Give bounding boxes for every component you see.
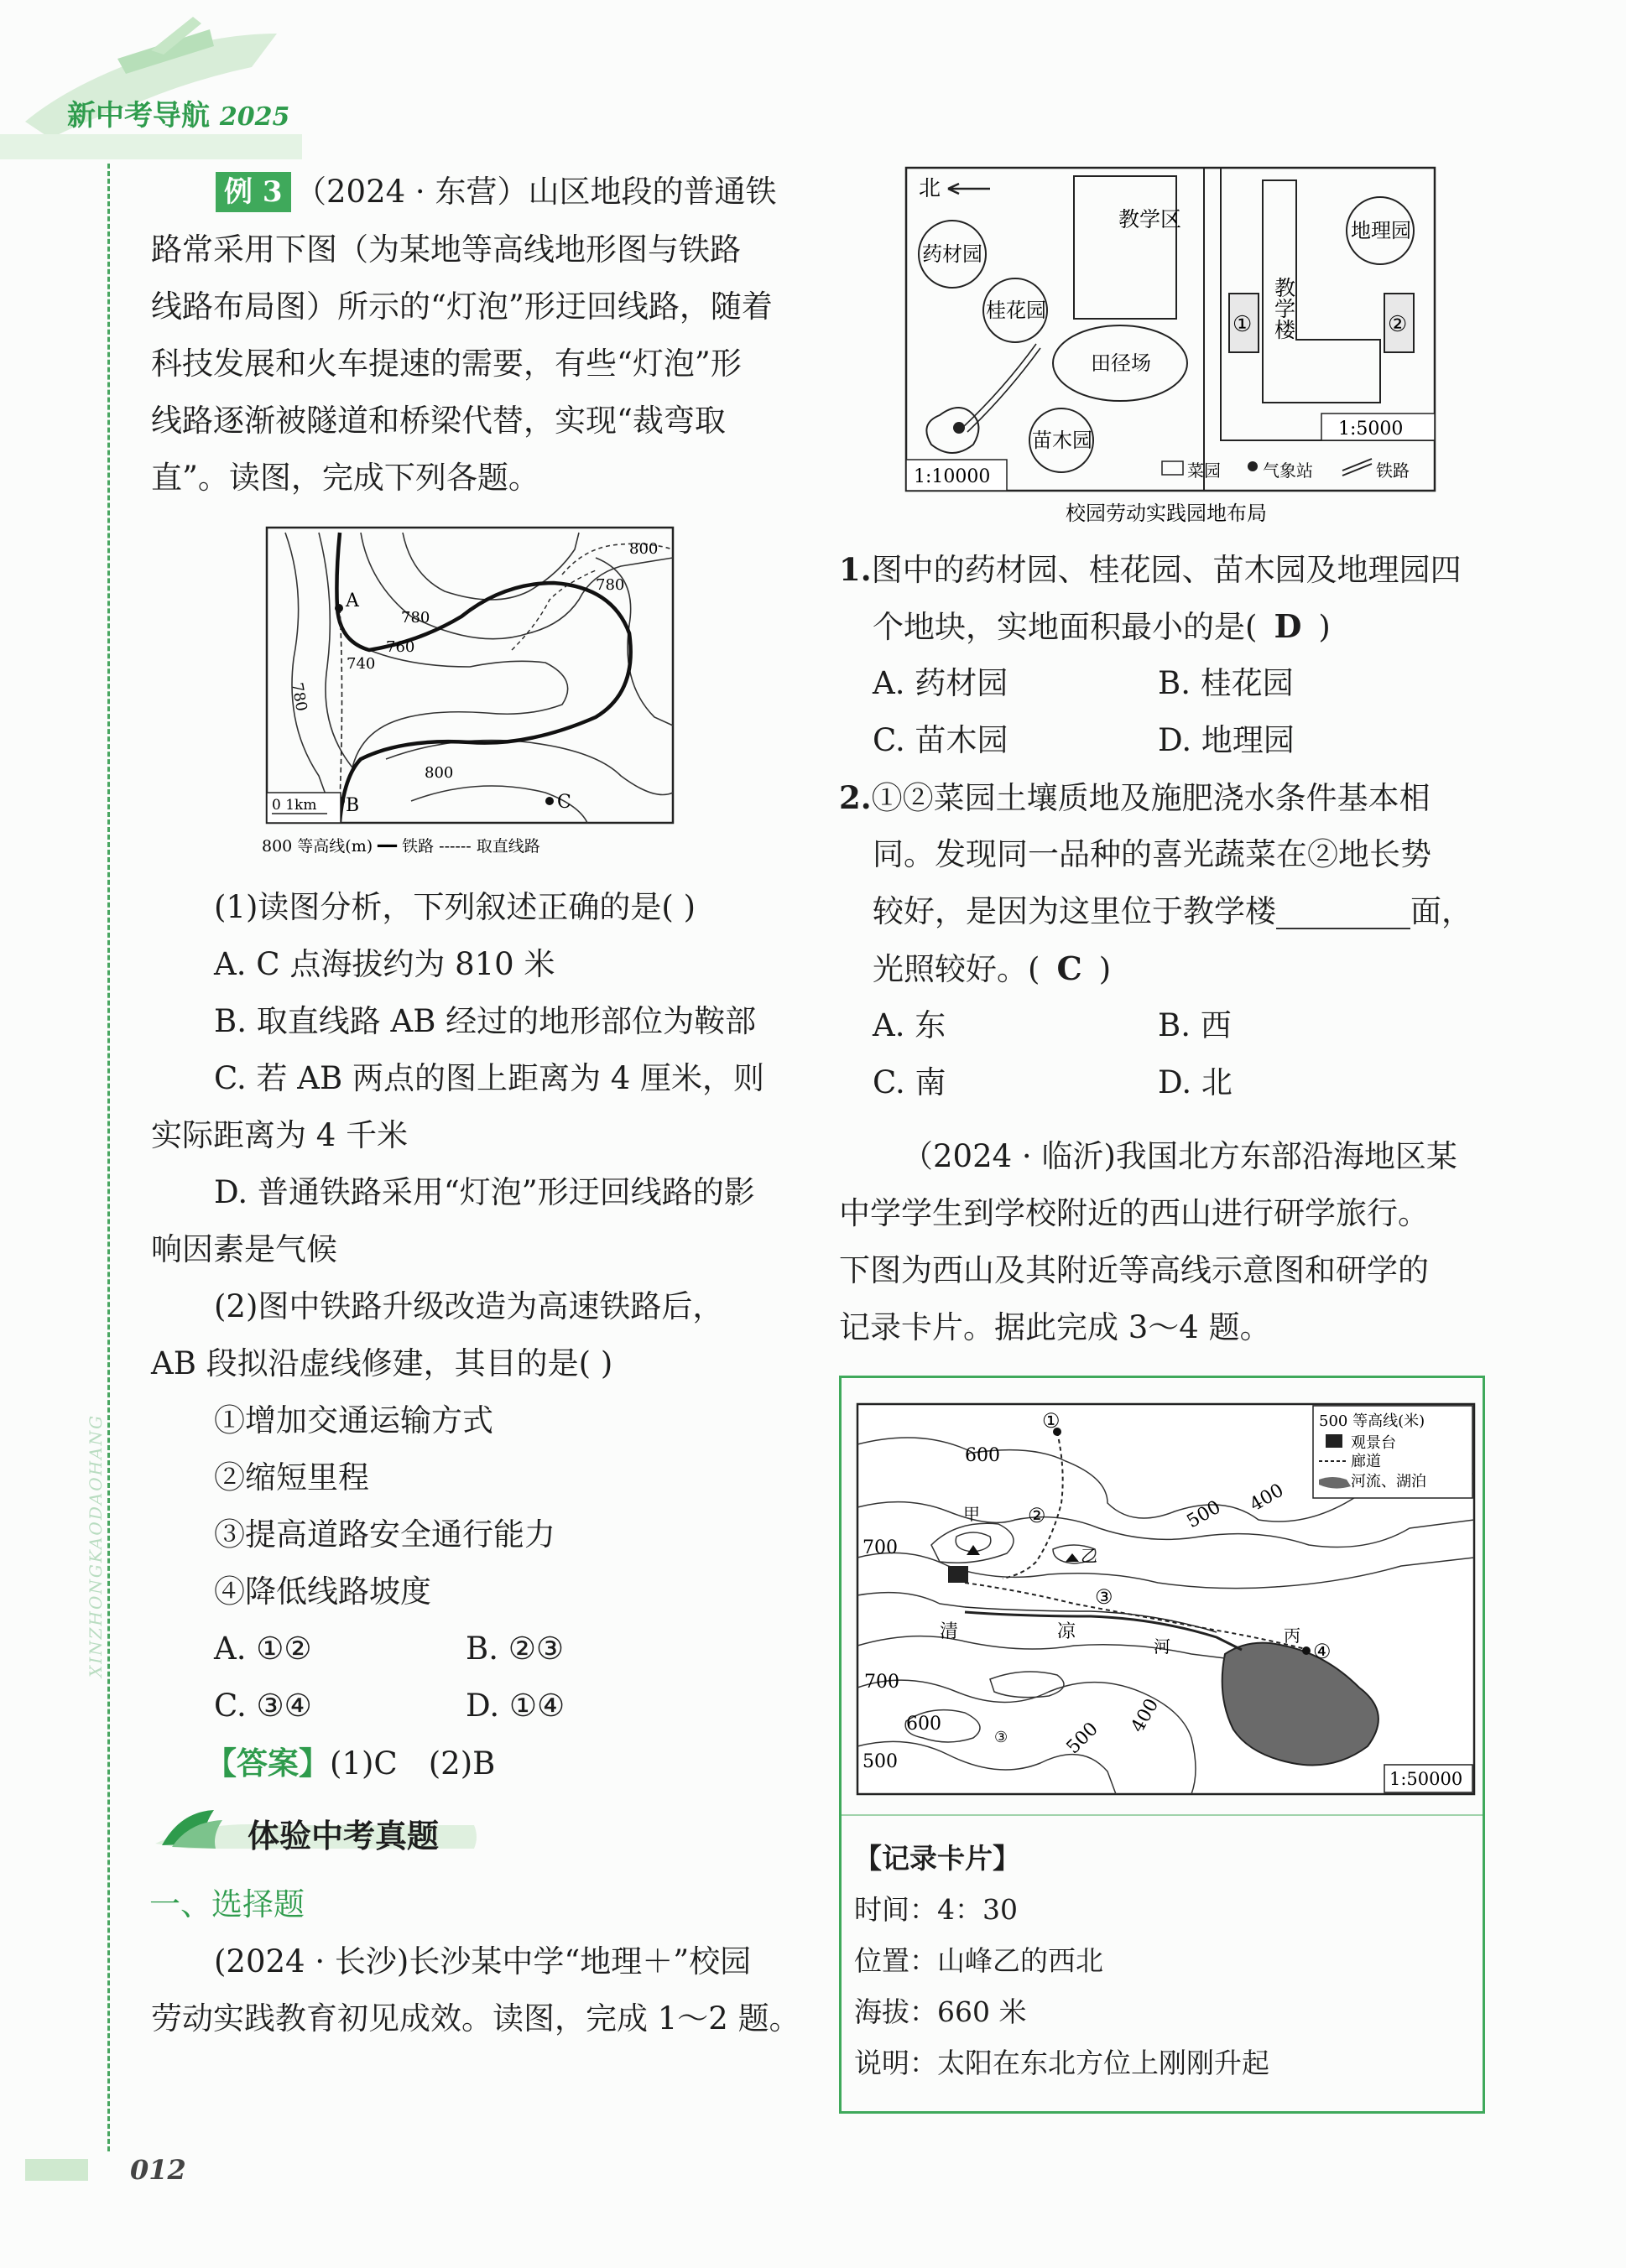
q1-option-a: A. C 点海拔约为 810 米 (214, 946, 555, 982)
contour-600-b: 600 (906, 1714, 941, 1735)
intro-linyi-line4: 记录卡片。据此完成 3～4 题。 (839, 1309, 1271, 1345)
contour-400-a: 400 (1246, 1480, 1288, 1516)
label-point1: ① (1042, 1409, 1061, 1433)
weather-station-icon (953, 422, 965, 434)
contour-740: 740 (347, 655, 376, 673)
q1-right-line2 (873, 598, 1331, 656)
q1-right-stem-close: ) (1318, 609, 1331, 645)
intro-linyi-line2: 中学学生到学校附近的西山进行研学旅行。 (839, 1195, 1429, 1231)
label-jiaoxuequ: 教学区 (1118, 207, 1182, 231)
contour-railway-map (260, 524, 680, 860)
label-plot1: ① (1233, 312, 1253, 337)
q2-stem-line2: AB 段拟沿虚线修建，其目的是( ) (151, 1345, 613, 1381)
label-jiaoxuelou: 教学楼 (1271, 277, 1296, 340)
left-dashed-line (107, 164, 110, 2151)
brand-year: 2025 (219, 102, 290, 132)
example3-line6: 直”。读图，完成下列各题。 (151, 460, 539, 496)
label-bing: 丙 (1284, 1626, 1300, 1646)
contour-780-right: 780 (596, 576, 625, 594)
scale-right: 1:5000 (1338, 419, 1404, 440)
example3-line1: （2024 · 东营）山区地段的普通铁 (295, 174, 777, 210)
label-guihua: 桂花园 (986, 299, 1046, 322)
contour-500-c: 500 (1062, 1718, 1102, 1759)
q1-option-d-cont: 响因素是气候 (151, 1231, 337, 1267)
q1-right-option-c: C. 苗木园 (873, 722, 1008, 758)
q2-stem-line1: (2)图中铁路升级改造为高速铁路后， (214, 1288, 724, 1324)
q2-right-stem-line1: ①②菜园土壤质地及施肥浇水条件基本相 (871, 780, 1431, 816)
q1-right-stem-line2: 个地块，实地面积最小的是( (873, 609, 1258, 645)
campus-layout-map (902, 164, 1439, 533)
q1-right-option-a: A. 药材园 (873, 665, 1008, 701)
q2-right-stem-line3: 较好，是因为这里位于教学楼 (873, 893, 1276, 929)
point-c (545, 797, 554, 805)
contour-760: 760 (386, 638, 415, 656)
label-point4: ④ (1313, 1640, 1332, 1663)
map-legend: 800 等高线(m) ━━ 铁路 ------ 取直线路 (262, 837, 540, 856)
q2-item-1: ①增加交通运输方式 (214, 1402, 493, 1438)
label-yaocai: 药材园 (922, 242, 982, 266)
contour-780-mid: 780 (401, 609, 430, 627)
legend-vegetable-icon (1162, 461, 1183, 475)
contour-500-b: 500 (863, 1751, 898, 1772)
footer-bar (25, 2159, 88, 2181)
contour-800-top: 800 (629, 540, 659, 558)
example3-line4: 科技发展和火车提速的需要，有些“灯泡”形 (151, 346, 742, 382)
q2-option-d: D. ①④ (466, 1688, 565, 1724)
example3-answer (206, 1735, 495, 1792)
q1-right-option-b: B. 桂花园 (1158, 665, 1294, 701)
legend-corridor: 廊道 (1351, 1453, 1381, 1470)
north-label: 北 (919, 176, 941, 201)
record-card-position: 位置：山峰乙的西北 (854, 1944, 1103, 1977)
label-qing: 清 (940, 1621, 959, 1642)
q2-item-4: ④降低线路坡度 (214, 1574, 431, 1610)
intro-linyi-line3: 下图为西山及其附近等高线示意图和研学的 (839, 1252, 1429, 1288)
q1-right-num: 1. (839, 551, 872, 588)
contour-800-bottom: 800 (425, 764, 454, 782)
record-card-title: 【记录卡片】 (854, 1842, 1020, 1875)
answer-text: (1)C (2)B (330, 1745, 496, 1782)
legend-platform-icon (1326, 1434, 1342, 1448)
label-jia: 甲 (963, 1504, 980, 1524)
label-he: 河 (1154, 1636, 1170, 1657)
q2-right-num: 2. (839, 779, 872, 816)
xishan-scale: 1:50000 (1389, 1769, 1463, 1789)
header-brand (67, 92, 289, 133)
contour-700-a: 700 (863, 1537, 898, 1558)
campus-caption: 校园劳动实践园地布局 (1066, 502, 1267, 525)
intro-changsha-line1: (2024 · 长沙)长沙某中学“地理＋”校园 (214, 1943, 752, 1979)
label-point2: ② (1028, 1504, 1046, 1527)
xishan-divider (842, 1814, 1483, 1816)
q1-right-answer: D (1274, 607, 1302, 645)
q2-right-answer: C (1056, 949, 1082, 987)
map-scale: 0 1km (272, 797, 317, 814)
q1-right-option-d: D. 地理园 (1158, 722, 1295, 758)
record-card-altitude: 海拔：660 米 (854, 1995, 1027, 2028)
label-c: C (557, 792, 571, 813)
q2-option-a: A. ①② (214, 1631, 312, 1667)
q1-option-d: D. 普通铁路采用“灯泡”形迂回线路的影 (214, 1174, 755, 1210)
q2-item-2: ②缩短里程 (214, 1459, 369, 1496)
q1-option-b: B. 取直线路 AB 经过的地形部位为鞍部 (214, 1003, 757, 1039)
brand-name: 新中考导航 (67, 99, 210, 133)
legend-weather: 气象站 (1263, 460, 1313, 481)
example3-tag: 例 3 (216, 172, 291, 212)
ship-logo-icon (0, 0, 302, 168)
label-plot2: ② (1388, 312, 1408, 337)
q2-right (839, 769, 1431, 827)
label-tianjing: 田径场 (1091, 351, 1151, 375)
legend-railway: 铁路 (1376, 460, 1410, 481)
legend-weather-icon (1248, 461, 1258, 471)
q1-stem: (1)读图分析，下列叙述正确的是( ) (214, 889, 696, 925)
label-liang: 凉 (1057, 1621, 1076, 1642)
contour-400-b: 400 (1127, 1695, 1164, 1736)
xishan-contour-map (856, 1402, 1477, 1797)
scale-left: 1:10000 (914, 466, 991, 487)
record-card-note: 说明：太阳在东北方位上刚刚升起 (854, 2047, 1269, 2079)
legend-railway-icon (1342, 459, 1372, 476)
section-title: 体验中考真题 (248, 1818, 440, 1854)
intro-linyi-line1: （2024 · 临沂)我国北方东部沿海地区某 (902, 1138, 1457, 1174)
side-vertical-text: XINZHONGKAODAOHANG (86, 1413, 106, 1678)
label-dili: 地理园 (1351, 219, 1411, 242)
q1-right (839, 541, 1462, 599)
point-a (335, 604, 343, 612)
example3-line2: 路常采用下图（为某地等高线地形图与铁路 (151, 231, 741, 268)
label-a: A (346, 590, 359, 611)
q2-right-line2: 同。发现同一品种的喜光蔬菜在②地长势 (873, 836, 1431, 872)
q1-right-stem-line1: 图中的药材园、桂花园、苗木园及地理园四 (871, 552, 1462, 588)
label-point3: ③ (1095, 1585, 1113, 1609)
example3-line5: 线路逐渐被隧道和桥梁代替，实现“裁弯取 (151, 403, 726, 439)
example3-line3: 线路布局图）所示的“灯泡”形迂回线路，随着 (151, 289, 773, 325)
q1-option-c-cont: 实际距离为 4 千米 (151, 1117, 409, 1153)
intro-changsha-line2: 劳动实践教育初见成效。读图，完成 1～2 题。 (151, 2000, 800, 2037)
q2-option-b: B. ②③ (466, 1631, 565, 1667)
legend-platform: 观景台 (1351, 1434, 1396, 1452)
legend-vegetable: 菜园 (1187, 460, 1221, 481)
contour-780-left: 780 (288, 681, 310, 713)
q1-option-c: C. 若 AB 两点的图上距离为 4 厘米，则 (214, 1060, 765, 1096)
q2-right-stem-close: ) (1098, 951, 1112, 987)
label-circle3: ③ (994, 1729, 1008, 1746)
q2-right-blank (1276, 899, 1410, 929)
q2-right-line3 (873, 883, 1472, 940)
q2-right-option-b: B. 西 (1158, 1007, 1232, 1043)
record-card-time: 时间：4：30 (854, 1893, 1018, 1926)
north-arrow-icon (948, 184, 990, 194)
legend-river: 河流、湖泊 (1351, 1473, 1426, 1490)
label-yi: 乙 (1081, 1546, 1097, 1566)
viewing-platform-icon (948, 1566, 968, 1583)
q2-right-option-d: D. 北 (1158, 1064, 1233, 1100)
contour-600-a: 600 (965, 1445, 1000, 1466)
q2-item-3: ③提高道路安全通行能力 (214, 1516, 555, 1553)
label-b: B (346, 795, 360, 816)
q2-right-option-c: C. 南 (873, 1064, 946, 1100)
q2-option-c: C. ③④ (214, 1688, 312, 1724)
q2-right-stem-face: 面， (1410, 893, 1472, 929)
header-decoration (0, 0, 302, 168)
q2-right-option-a: A. 东 (873, 1007, 946, 1043)
label-miaomu: 苗木园 (1032, 429, 1092, 452)
legend-contour: 500 等高线(米) (1319, 1412, 1425, 1430)
answer-tag: 【答案】 (206, 1745, 330, 1782)
section-sub: 一、选择题 (149, 1886, 305, 1922)
q2-right-line4 (873, 940, 1111, 998)
page-number: 012 (130, 2154, 186, 2186)
q2-right-stem-line4: 光照较好。( (873, 951, 1040, 987)
contour-700-b: 700 (864, 1672, 899, 1693)
contour-500-a: 500 (1183, 1496, 1225, 1533)
